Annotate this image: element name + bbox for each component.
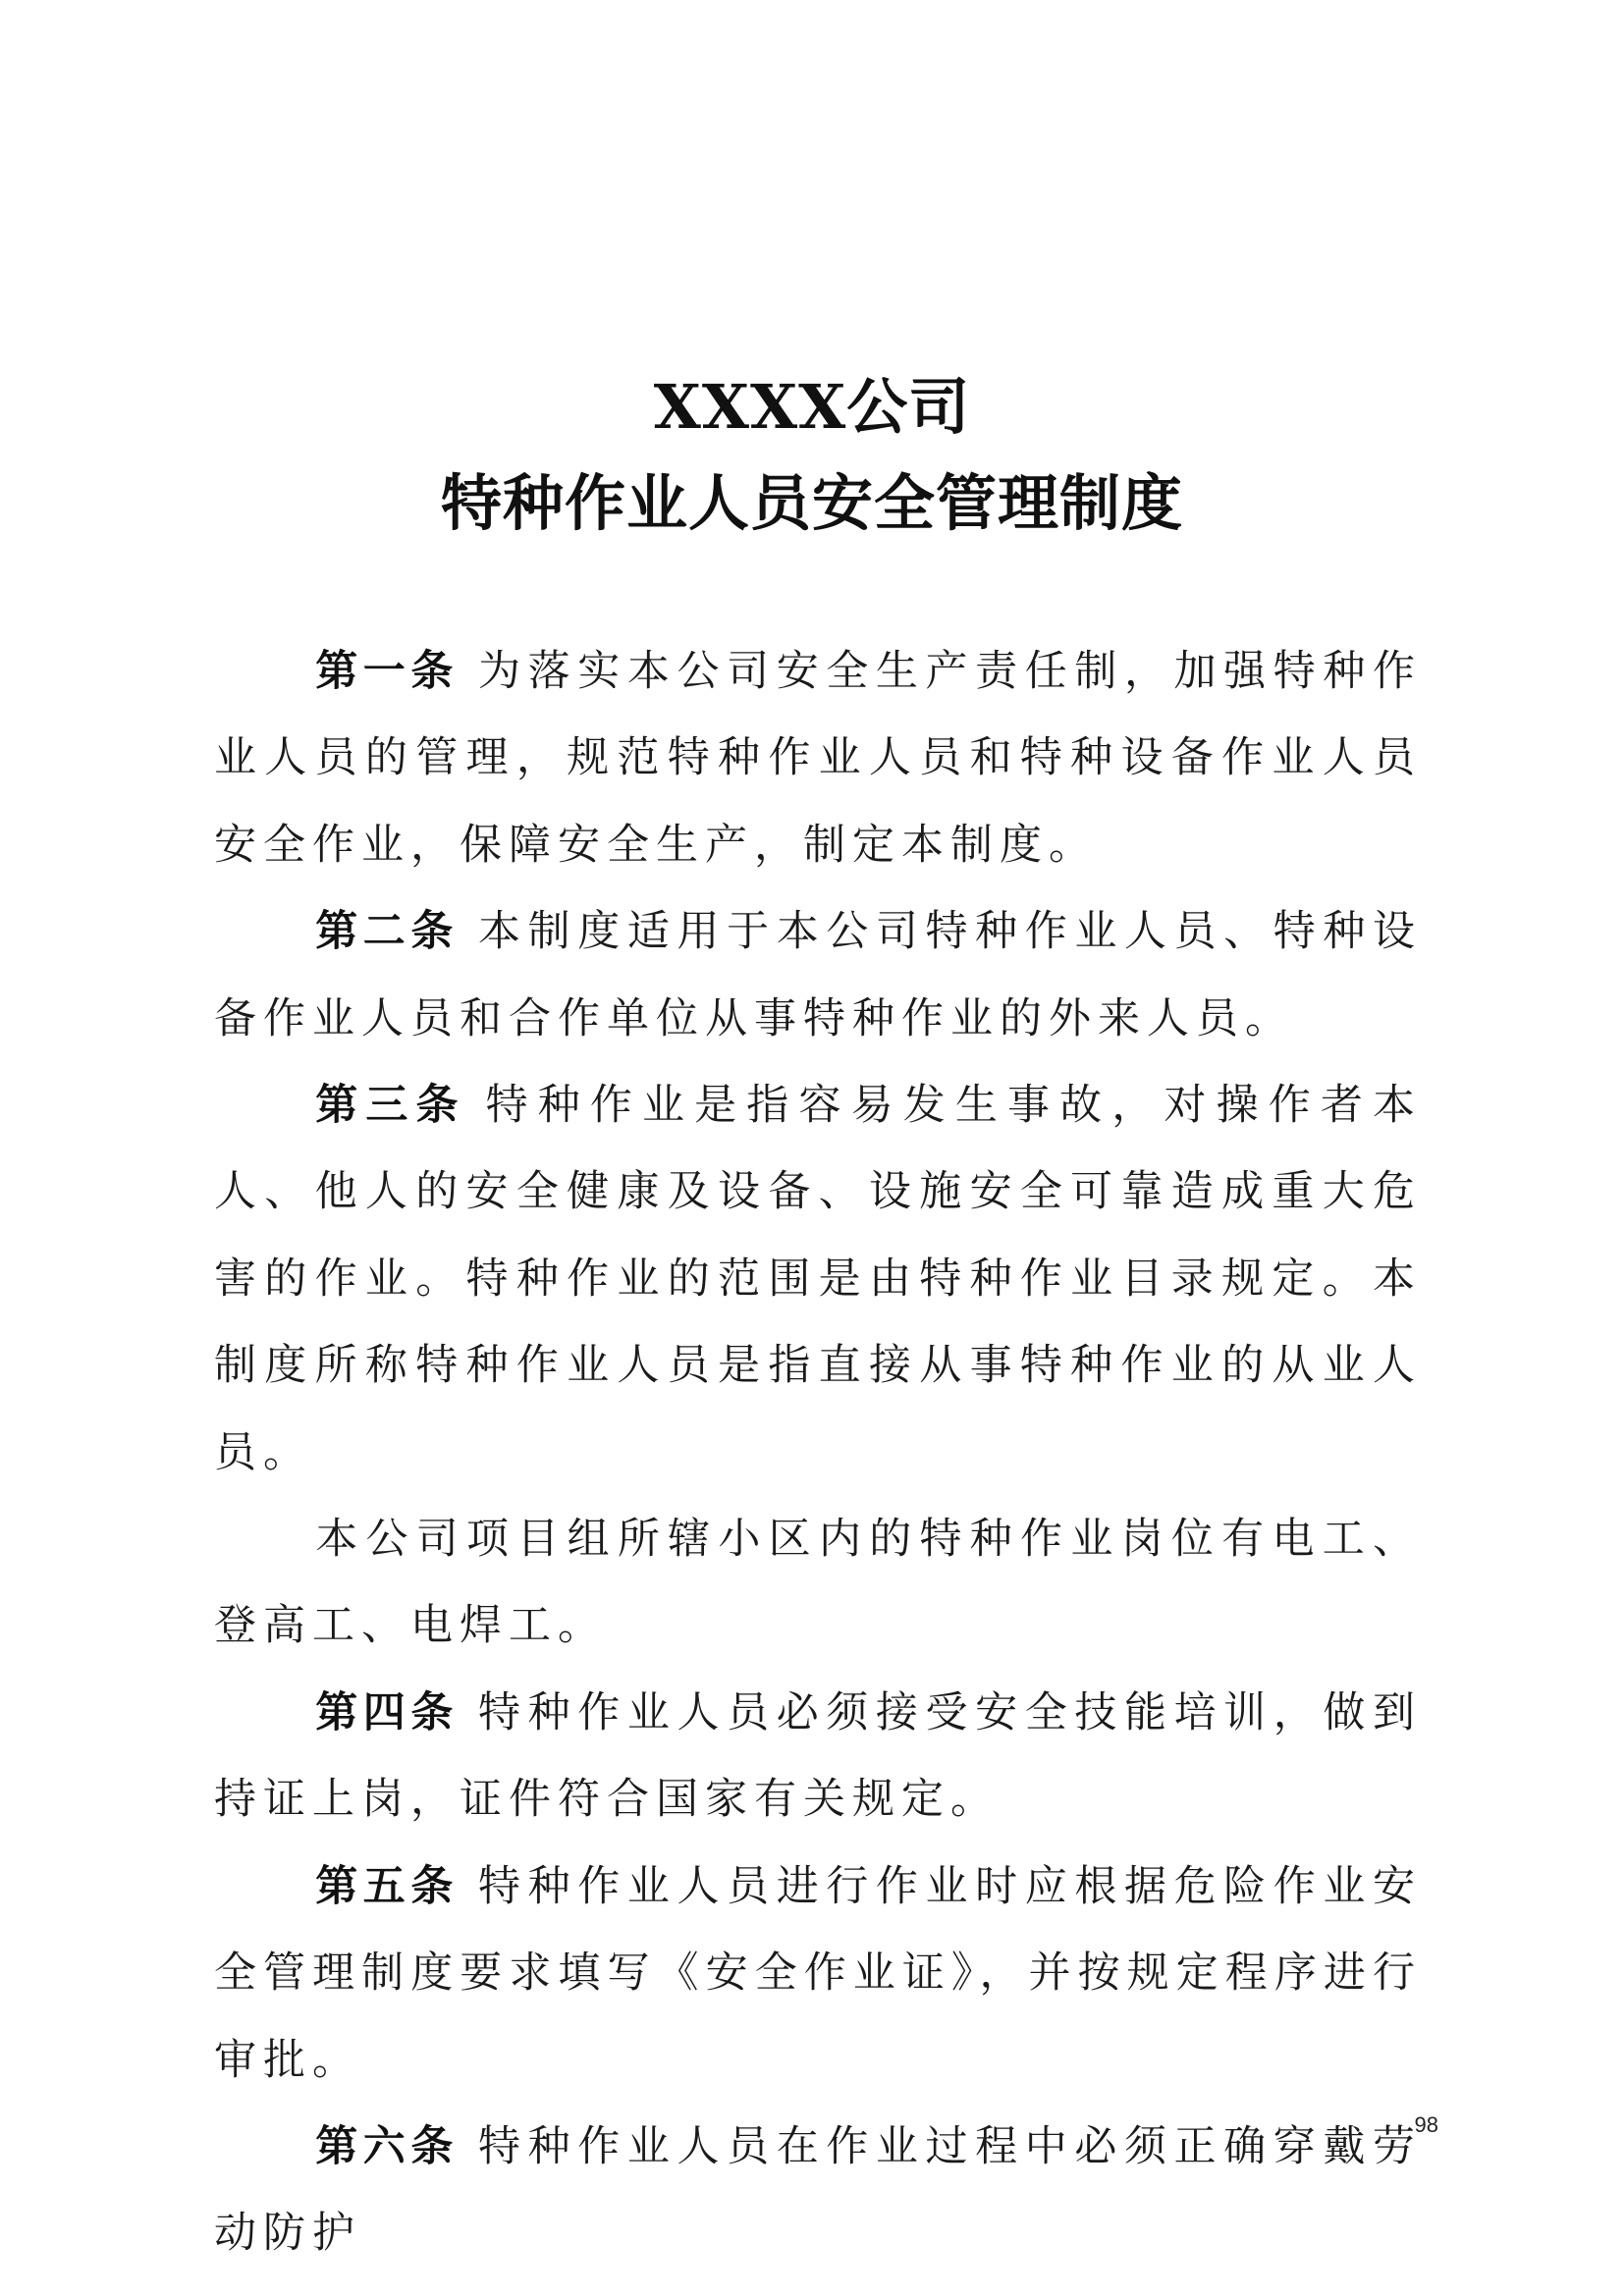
article-5-label: 第五条 <box>315 1861 460 1911</box>
article-2-text: 本制度适用于本公司特种作业人员、特种设备作业人员和合作单位从事特种作业的外来人员。 <box>214 907 1423 1043</box>
article-5-text: 特种作业人员进行作业时应根据危险作业安全管理制度要求填写《安全作业证》，并按规定程序进行审批。 <box>214 1861 1423 2085</box>
article-3-text: 特种作业是指容易发生事故，对操作者本人、他人的安全健康及设备、设施安全可靠造成重大危害的作业。特种作业的范围是由特种作业目录规定。本制度所称特种作业人员是指直接从事特种作业的从业人员。 <box>214 1081 1422 1477</box>
article-3-label: 第三条 <box>315 1081 466 1131</box>
article-2-paragraph <box>214 888 1422 1062</box>
article-4-text: 特种作业人员必须接受安全技能培训，做到持证上岗，证件符合国家有关规定。 <box>214 1687 1423 1825</box>
article-4-label: 第四条 <box>315 1687 460 1737</box>
article-1-text: 为落实本公司安全生产责任制，加强特种作业人员的管理，规范特种作业人员和特种设备作业人员安全作业，保障安全生产，制定本制度。 <box>214 647 1423 870</box>
article-6-text: 特种作业人员在作业过程中必须正确穿戴劳动防护 <box>214 2121 1423 2259</box>
document-title: 特种作业人员安全管理制度 <box>440 467 1183 539</box>
article-3-subparagraph <box>214 1496 1422 1670</box>
document-body <box>214 628 1422 2277</box>
article-4-paragraph <box>214 1670 1422 1843</box>
page-number: 98 <box>1414 2112 1438 2137</box>
article-6-paragraph <box>214 2104 1422 2277</box>
article-5-paragraph <box>214 1843 1422 2104</box>
article-3-subparagraph-text: 本公司项目组所辖小区内的特种作业岗位有电工、登高工、电焊工。 <box>214 1515 1422 1651</box>
article-2-label: 第二条 <box>315 907 460 957</box>
document-title-company: XXXX公司 <box>653 371 971 443</box>
article-6-label: 第六条 <box>315 2121 460 2171</box>
article-1-paragraph <box>214 628 1422 888</box>
article-3-paragraph <box>214 1062 1422 1496</box>
article-1-label: 第一条 <box>315 647 460 696</box>
